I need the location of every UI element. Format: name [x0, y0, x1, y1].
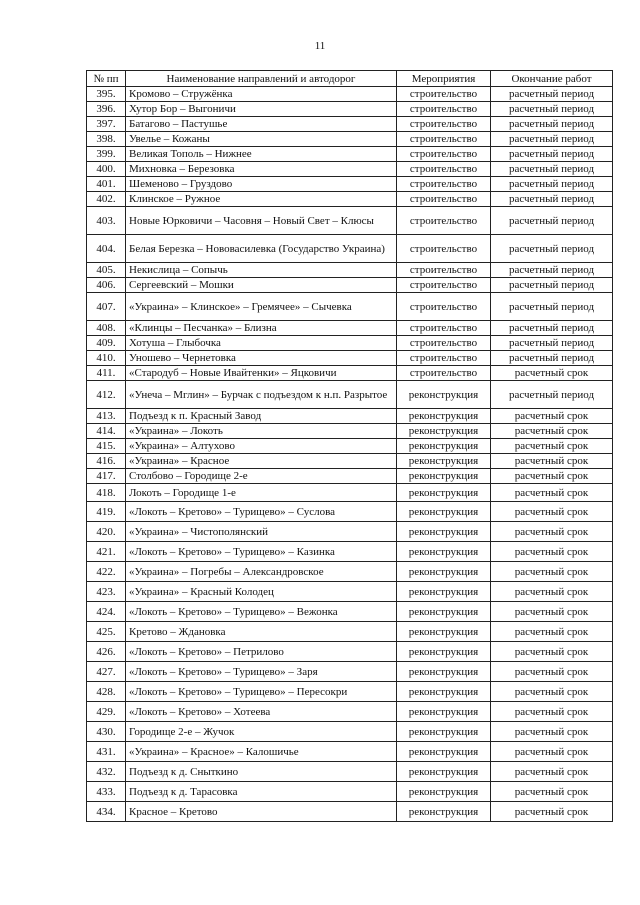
row-action: строительство — [397, 102, 491, 117]
table-row — [87, 642, 613, 662]
table-row — [87, 802, 613, 822]
row-action: реконструкция — [397, 702, 491, 722]
row-action: реконструкция — [397, 642, 491, 662]
row-name: Увелье – Кожаны — [126, 132, 397, 147]
row-action: строительство — [397, 321, 491, 336]
row-action: реконструкция — [397, 522, 491, 542]
table-row — [87, 662, 613, 682]
table-row — [87, 409, 613, 424]
row-action: реконструкция — [397, 542, 491, 562]
row-name: Новые Юрковичи – Часовня – Новый Свет – Клюсы — [126, 207, 397, 235]
row-end: расчетный срок — [491, 484, 613, 502]
table-row — [87, 235, 613, 263]
header-end: Окончание работ — [491, 71, 613, 87]
row-end: расчетный период — [491, 278, 613, 293]
row-num: 406. — [87, 278, 126, 293]
table-row — [87, 602, 613, 622]
table-row — [87, 454, 613, 469]
row-end: расчетный срок — [491, 602, 613, 622]
row-name: Городище 2-е – Жучок — [126, 722, 397, 742]
row-end: расчетный срок — [491, 409, 613, 424]
row-end: расчетный период — [491, 235, 613, 263]
row-num: 416. — [87, 454, 126, 469]
row-action: реконструкция — [397, 782, 491, 802]
row-end: расчетный период — [491, 351, 613, 366]
row-end: расчетный срок — [491, 542, 613, 562]
row-name: Подъезд к д. Тарасовка — [126, 782, 397, 802]
row-action: строительство — [397, 117, 491, 132]
row-num: 399. — [87, 147, 126, 162]
row-name: «Украина» – Чистополянский — [126, 522, 397, 542]
row-name: «Клинцы – Песчанка» – Близна — [126, 321, 397, 336]
row-end: расчетный срок — [491, 522, 613, 542]
row-end: расчетный срок — [491, 702, 613, 722]
row-num: 429. — [87, 702, 126, 722]
row-action: реконструкция — [397, 762, 491, 782]
row-name: «Локоть – Кретово» – Турищево» – Казинка — [126, 542, 397, 562]
row-num: 405. — [87, 263, 126, 278]
row-end: расчетный срок — [491, 722, 613, 742]
table-row — [87, 381, 613, 409]
row-end: расчетный срок — [491, 424, 613, 439]
row-num: 417. — [87, 469, 126, 484]
roads-table — [86, 70, 613, 822]
row-num: 414. — [87, 424, 126, 439]
table-row — [87, 293, 613, 321]
row-end: расчетный срок — [491, 454, 613, 469]
table-row — [87, 132, 613, 147]
table-row — [87, 177, 613, 192]
row-name: Локоть – Городище 1-е — [126, 484, 397, 502]
row-action: строительство — [397, 351, 491, 366]
row-end: расчетный срок — [491, 502, 613, 522]
row-num: 409. — [87, 336, 126, 351]
row-num: 421. — [87, 542, 126, 562]
table-header-row — [87, 71, 613, 87]
row-action: реконструкция — [397, 409, 491, 424]
row-num: 430. — [87, 722, 126, 742]
row-name: Михновка – Березовка — [126, 162, 397, 177]
row-num: 426. — [87, 642, 126, 662]
row-name: «Локоть – Кретово» – Турищево» – Пересокри — [126, 682, 397, 702]
row-end: расчетный период — [491, 336, 613, 351]
table-row — [87, 742, 613, 762]
row-end: расчетный срок — [491, 742, 613, 762]
row-name: «Украина» – Погребы – Александровское — [126, 562, 397, 582]
row-num: 433. — [87, 782, 126, 802]
row-name: Кретово – Ждановка — [126, 622, 397, 642]
row-num: 432. — [87, 762, 126, 782]
row-end: расчетный период — [491, 263, 613, 278]
row-end: расчетный срок — [491, 582, 613, 602]
row-action: строительство — [397, 263, 491, 278]
row-action: реконструкция — [397, 469, 491, 484]
table-row — [87, 722, 613, 742]
row-action: реконструкция — [397, 454, 491, 469]
table-row — [87, 782, 613, 802]
row-end: расчетный период — [491, 102, 613, 117]
row-name: «Локоть – Кретово» – Петрилово — [126, 642, 397, 662]
row-name: «Стародуб – Новые Ивайтенки» – Яцковичи — [126, 366, 397, 381]
row-action: реконструкция — [397, 562, 491, 582]
row-num: 410. — [87, 351, 126, 366]
table-row — [87, 702, 613, 722]
row-action: реконструкция — [397, 582, 491, 602]
table-row — [87, 439, 613, 454]
row-name: «Украина» – Красное — [126, 454, 397, 469]
row-num: 397. — [87, 117, 126, 132]
row-action: реконструкция — [397, 802, 491, 822]
row-end: расчетный срок — [491, 642, 613, 662]
row-action: строительство — [397, 147, 491, 162]
row-name: «Украина» – Красное» – Калошичье — [126, 742, 397, 762]
row-name: Красное – Кретово — [126, 802, 397, 822]
row-end: расчетный период — [491, 147, 613, 162]
table-row — [87, 192, 613, 207]
row-num: 404. — [87, 235, 126, 263]
row-num: 420. — [87, 522, 126, 542]
table-row — [87, 682, 613, 702]
row-end: расчетный период — [491, 177, 613, 192]
row-name: Столбово – Городище 2-е — [126, 469, 397, 484]
row-name: Великая Тополь – Нижнее — [126, 147, 397, 162]
row-name: «Локоть – Кретово» – Турищево» – Заря — [126, 662, 397, 682]
row-action: реконструкция — [397, 722, 491, 742]
row-end: расчетный период — [491, 293, 613, 321]
row-name: Хотуша – Глыбочка — [126, 336, 397, 351]
row-num: 401. — [87, 177, 126, 192]
row-name: Уношево – Чернетовка — [126, 351, 397, 366]
row-action: реконструкция — [397, 502, 491, 522]
row-num: 418. — [87, 484, 126, 502]
row-action: реконструкция — [397, 424, 491, 439]
row-num: 427. — [87, 662, 126, 682]
row-name: Некислица – Сопычь — [126, 263, 397, 278]
row-end: расчетный срок — [491, 662, 613, 682]
row-action: реконструкция — [397, 622, 491, 642]
row-end: расчетный срок — [491, 802, 613, 822]
row-action: реконструкция — [397, 602, 491, 622]
row-name: Батагово – Пастушье — [126, 117, 397, 132]
row-action: строительство — [397, 87, 491, 102]
row-action: реконструкция — [397, 381, 491, 409]
row-name: «Украина» – Локоть — [126, 424, 397, 439]
header-name: Наименование направлений и автодорог — [126, 71, 397, 87]
table-row — [87, 762, 613, 782]
table-row — [87, 542, 613, 562]
table-row — [87, 351, 613, 366]
row-name: Подъезд к д. Сныткино — [126, 762, 397, 782]
table-row — [87, 502, 613, 522]
row-action: строительство — [397, 132, 491, 147]
table-row — [87, 622, 613, 642]
row-name: Белая Березка – Нововасилевка (Государство Украина) — [126, 235, 397, 263]
page-number: 11 — [314, 40, 326, 52]
row-name: «Унеча – Мглин» – Бурчак с подъездом к н.п. Разрытое — [126, 381, 397, 409]
row-end: расчетный срок — [491, 439, 613, 454]
row-action: реконструкция — [397, 682, 491, 702]
row-end: расчетный период — [491, 162, 613, 177]
row-num: 428. — [87, 682, 126, 702]
row-end: расчетный срок — [491, 782, 613, 802]
table-row — [87, 207, 613, 235]
row-num: 431. — [87, 742, 126, 762]
table-row — [87, 87, 613, 102]
row-action: строительство — [397, 162, 491, 177]
row-end: расчетный срок — [491, 682, 613, 702]
row-action: реконструкция — [397, 484, 491, 502]
row-num: 434. — [87, 802, 126, 822]
row-action: строительство — [397, 207, 491, 235]
table-row — [87, 278, 613, 293]
row-name: «Локоть – Кретово» – Турищево» – Вежонка — [126, 602, 397, 622]
table-row — [87, 522, 613, 542]
row-num: 419. — [87, 502, 126, 522]
table-row — [87, 102, 613, 117]
row-action: строительство — [397, 336, 491, 351]
row-end: расчетный срок — [491, 622, 613, 642]
row-name: Клинское – Ружное — [126, 192, 397, 207]
table-row — [87, 162, 613, 177]
row-end: расчетный период — [491, 87, 613, 102]
row-name: Сергеевский – Мошки — [126, 278, 397, 293]
row-action: строительство — [397, 192, 491, 207]
table-body — [87, 87, 613, 822]
row-action: строительство — [397, 177, 491, 192]
row-end: расчетный срок — [491, 469, 613, 484]
row-num: 396. — [87, 102, 126, 117]
row-action: реконструкция — [397, 662, 491, 682]
row-num: 424. — [87, 602, 126, 622]
table-row — [87, 336, 613, 351]
row-num: 412. — [87, 381, 126, 409]
table-row — [87, 263, 613, 278]
row-name: Шеменово – Груздово — [126, 177, 397, 192]
row-action: строительство — [397, 235, 491, 263]
table-row — [87, 469, 613, 484]
row-end: расчетный период — [491, 192, 613, 207]
row-end: расчетный срок — [491, 366, 613, 381]
row-num: 407. — [87, 293, 126, 321]
row-name: «Локоть – Кретово» – Хотеева — [126, 702, 397, 722]
row-name: Кромово – Стружёнка — [126, 87, 397, 102]
row-num: 425. — [87, 622, 126, 642]
row-name: Подъезд к п. Красный Завод — [126, 409, 397, 424]
row-num: 422. — [87, 562, 126, 582]
row-action: реконструкция — [397, 742, 491, 762]
row-action: реконструкция — [397, 439, 491, 454]
row-num: 413. — [87, 409, 126, 424]
row-num: 411. — [87, 366, 126, 381]
row-num: 400. — [87, 162, 126, 177]
table-row — [87, 117, 613, 132]
row-num: 408. — [87, 321, 126, 336]
row-end: расчетный срок — [491, 562, 613, 582]
table-row — [87, 562, 613, 582]
row-end: расчетный период — [491, 321, 613, 336]
row-end: расчетный период — [491, 207, 613, 235]
table-row — [87, 321, 613, 336]
row-name: «Украина» – Красный Колодец — [126, 582, 397, 602]
row-num: 423. — [87, 582, 126, 602]
row-action: строительство — [397, 293, 491, 321]
table-row — [87, 424, 613, 439]
header-action: Мероприятия — [397, 71, 491, 87]
row-num: 415. — [87, 439, 126, 454]
row-action: строительство — [397, 366, 491, 381]
table-row — [87, 582, 613, 602]
row-num: 402. — [87, 192, 126, 207]
table-row — [87, 484, 613, 502]
row-name: «Украина» – Алтухово — [126, 439, 397, 454]
row-name: Хутор Бор – Выгоничи — [126, 102, 397, 117]
row-end: расчетный период — [491, 381, 613, 409]
row-end: расчетный период — [491, 117, 613, 132]
row-name: «Украина» – Клинское» – Гремячее» – Сычевка — [126, 293, 397, 321]
row-num: 395. — [87, 87, 126, 102]
row-end: расчетный период — [491, 132, 613, 147]
row-name: «Локоть – Кретово» – Турищево» – Суслова — [126, 502, 397, 522]
header-num: № пп — [87, 71, 126, 87]
row-num: 398. — [87, 132, 126, 147]
row-num: 403. — [87, 207, 126, 235]
row-action: строительство — [397, 278, 491, 293]
row-end: расчетный срок — [491, 762, 613, 782]
table-row — [87, 147, 613, 162]
table-row — [87, 366, 613, 381]
